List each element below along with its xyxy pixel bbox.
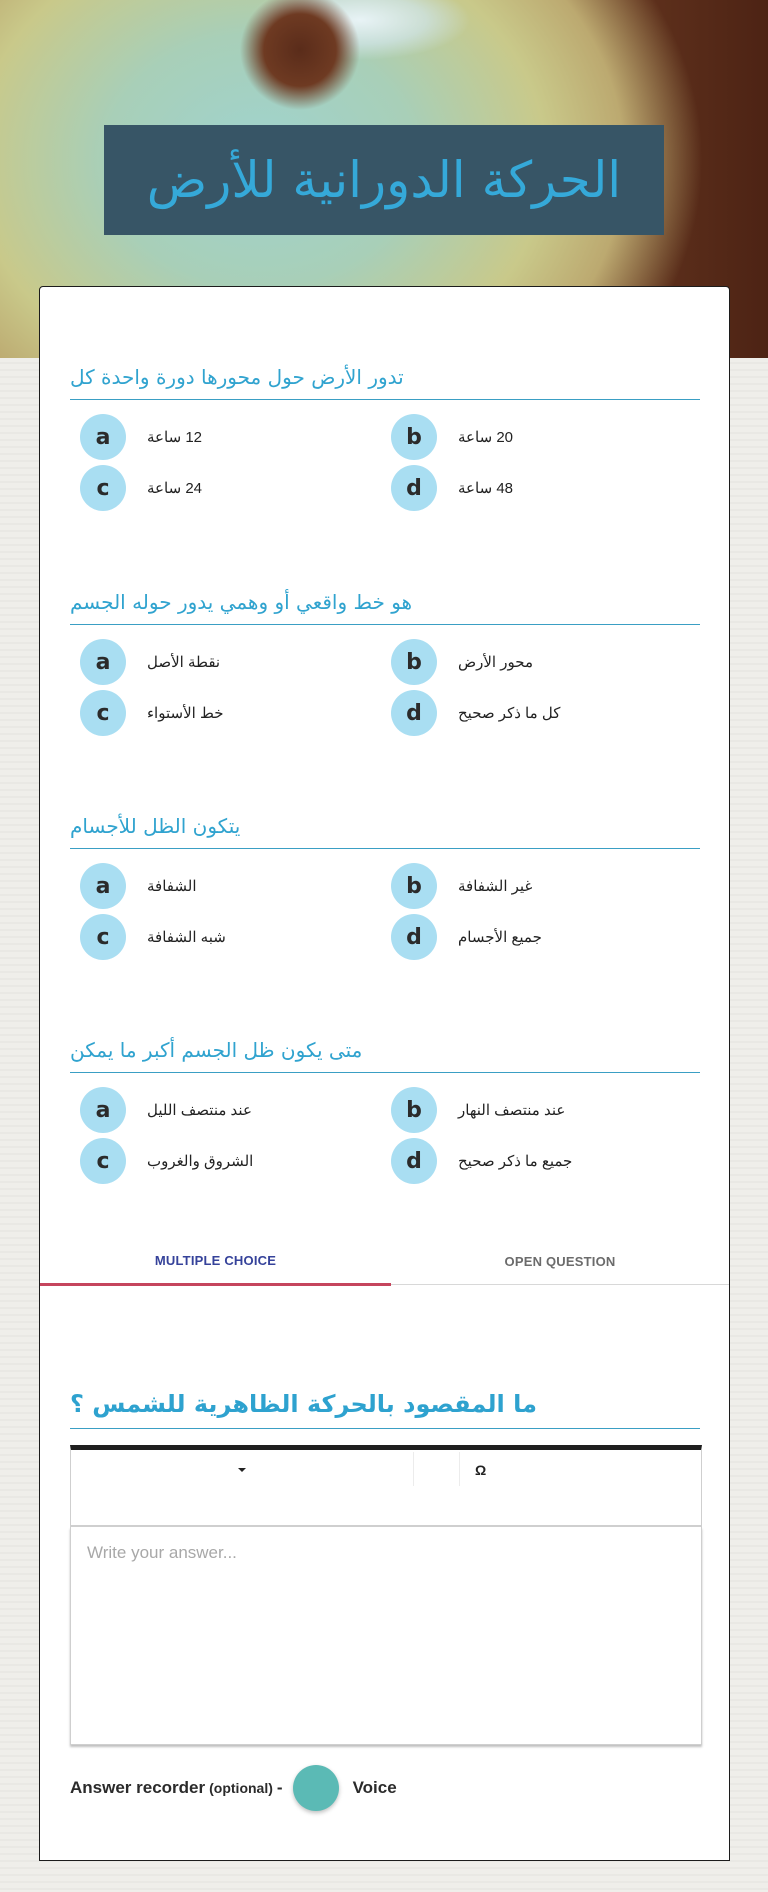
tab-multiple-choice[interactable]: MULTIPLE CHOICE [40,1237,391,1286]
option-text: جميع ما ذكر صحيح [458,1153,573,1170]
option-b[interactable] [391,414,513,460]
question-title: هو خط واقعي أو وهمي يدور حوله الجسم [70,590,700,625]
option-text: عند منتصف الليل [147,1102,252,1119]
option-text: محور الأرض [458,654,533,671]
option-letter-c[interactable]: c [80,914,126,960]
option-text: عند منتصف النهار [458,1102,566,1119]
option-letter-a[interactable]: a [80,414,126,460]
option-letter-c[interactable]: c [80,690,126,736]
option-d[interactable] [391,465,513,511]
recorder-dash: - [276,1778,283,1797]
option-d[interactable] [391,1138,572,1184]
option-text: كل ما ذكر صحيح [458,705,561,722]
caret-down-icon [238,1468,246,1472]
option-text: الشروق والغروب [147,1153,254,1170]
special-character-icon[interactable]: Ω [475,1462,487,1478]
option-letter-a[interactable]: a [80,1087,126,1133]
option-letter-d[interactable]: d [391,914,437,960]
option-b[interactable] [391,863,532,909]
question-title: تدور الأرض حول محورها دورة واحدة كل [70,365,700,400]
option-letter-b[interactable]: b [391,414,437,460]
voice-label: Voice [352,1778,397,1797]
option-b[interactable] [391,1087,565,1133]
option-letter-d[interactable]: d [391,465,437,511]
option-text: نقطة الأصل [147,654,221,671]
tab-open-question[interactable]: OPEN QUESTION [504,1253,616,1269]
option-text: 24 ساعة [147,480,202,497]
toolbar-divider [413,1452,414,1486]
record-voice-button[interactable] [293,1765,339,1811]
option-c[interactable] [80,1138,253,1184]
question-4 [70,1038,700,1183]
option-c[interactable] [80,465,202,511]
question-type-tabs [40,1237,729,1285]
options-group [70,849,700,959]
recorder-optional: (optional) [209,1780,273,1796]
toolbar-divider [459,1452,460,1486]
option-a[interactable] [80,1087,252,1133]
page-title: الحركة الدورانية للأرض [146,151,622,209]
option-letter-d[interactable]: d [391,1138,437,1184]
quiz-card [39,286,730,1861]
option-text: 12 ساعة [147,429,202,446]
question-2 [70,590,700,735]
editor-toolbar [70,1445,702,1527]
question-3 [70,814,700,959]
option-letter-c[interactable]: c [80,1138,126,1184]
options-group [70,1073,700,1183]
recorder-label: Answer recorder [70,1778,206,1797]
option-letter-a[interactable]: a [80,639,126,685]
open-question-title: ما المقصود بالحركة الظاهرية للشمس ؟ [70,1390,700,1429]
option-text: شبه الشفافة [147,929,226,946]
options-group [70,400,700,510]
option-letter-d[interactable]: d [391,690,437,736]
option-letter-b[interactable]: b [391,863,437,909]
option-text: 48 ساعة [458,480,513,497]
answer-input[interactable] [70,1527,702,1745]
option-b[interactable] [391,639,533,685]
question-title: متى يكون ظل الجسم أكبر ما يمكن [70,1038,700,1073]
answer-recorder [70,1765,397,1811]
option-letter-c[interactable]: c [80,465,126,511]
option-letter-a[interactable]: a [80,863,126,909]
option-a[interactable] [80,639,220,685]
option-a[interactable] [80,414,202,460]
option-text: غير الشفافة [458,878,533,895]
title-box [104,125,664,235]
option-a[interactable] [80,863,197,909]
option-text: خط الأستواء [147,705,224,722]
format-dropdown[interactable] [71,1450,413,1490]
option-d[interactable] [391,914,542,960]
option-d[interactable] [391,690,560,736]
answer-editor [70,1445,702,1745]
options-group [70,625,700,735]
option-letter-b[interactable]: b [391,639,437,685]
option-c[interactable] [80,914,226,960]
option-letter-b[interactable]: b [391,1087,437,1133]
option-text: الشفافة [147,878,197,895]
option-text: جميع الأجسام [458,929,542,946]
question-title: يتكون الظل للأجسام [70,814,700,849]
question-1 [70,365,700,510]
option-c[interactable] [80,690,223,736]
option-text: 20 ساعة [458,429,513,446]
